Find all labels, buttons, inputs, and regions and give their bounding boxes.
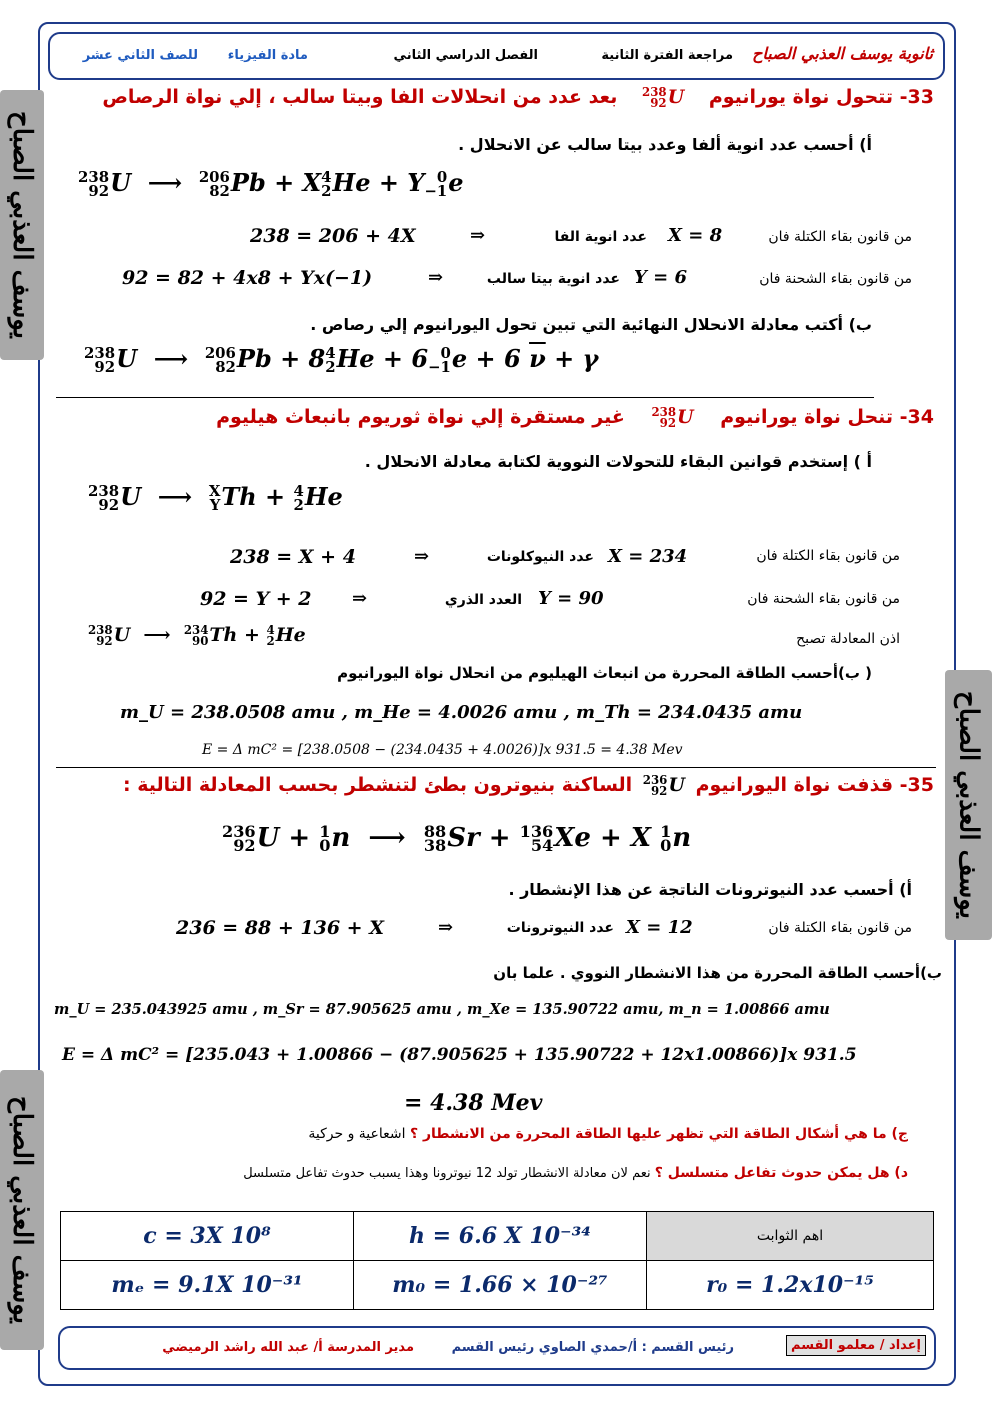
side-label-right: يوسف العذبي الصباح: [945, 670, 992, 940]
q34-implies-1: ⇒: [414, 546, 430, 567]
q35-part-b: ب)أحسب الطاقة المحررة من هذا الانشطار النووي . علما بان: [493, 964, 942, 982]
q33-law-charge: من قانون بقاء الشحنة فان: [759, 271, 912, 287]
constants-title: اهم الثوابت: [647, 1212, 934, 1261]
school-name: ثانوية يوسف العذبي الصباح: [752, 44, 933, 63]
q34-implies-2: ⇒: [352, 588, 368, 609]
semester: الفصل الدراسي الثاني: [393, 48, 538, 63]
q33-number: 33-: [899, 86, 934, 108]
q33-charge-eq: 92 = 82 + 4x8 + Yx(−1): [122, 267, 373, 289]
q34-charge-label: العدد الذري: [444, 592, 522, 608]
q35-masses: m_U = 235.043925 amu , m_Sr = 87.905625 amu , m_Xe = 135.90722 amu, m_n = 1.00866 amu: [54, 1001, 830, 1018]
q35-mass-label: عدد النيوترونات: [506, 920, 614, 936]
q33-part-b: ب) أكتب معادلة الانحلال النهائية التي تبين تحول اليورانيوم إلي رصاص .: [310, 315, 872, 334]
q34-number: 34-: [899, 406, 934, 428]
q35-title-a: قذفت نواة اليورانيوم: [695, 774, 894, 796]
q34-masses: m_U = 238.0508 amu , m_He = 4.0026 amu , m_Th = 234.0435 amu: [120, 702, 803, 723]
q34-law-mass: من قانون بقاء الكتلة فان: [756, 548, 900, 564]
q33-final-equation: 238 92 U ⟶ 206 82 Pb + 8 4 2 He + 6 0 −1 e + 6 $\overline{\nu} + \gamma$: [84, 344, 599, 376]
q34-mass-label: عدد النيوكلونات: [486, 549, 594, 565]
q34-so-equation: اذن المعادلة تصبح: [796, 631, 900, 647]
constants-row-1: [61, 1212, 934, 1261]
q35-part-c-answer: اشعاعية و حركية: [308, 1126, 406, 1142]
q35-part-c: [308, 1126, 908, 1142]
q33-title-b: بعد عدد من انحلالات الفا وبيتا سالب ، إلي نواة الرصاص: [102, 86, 618, 108]
divider-1: [56, 397, 874, 398]
divider-2: [56, 767, 936, 768]
footer-prepared: إعداد / معلمو القسم: [786, 1335, 926, 1356]
q34-part-a: أ ) إستخدم قوانين البقاء للتحولات النووية لكتابة معادلة الانحلال .: [364, 452, 872, 471]
const-r0: r₀ = 1.2x10⁻¹⁵: [647, 1261, 934, 1310]
q35-implies: ⇒: [438, 917, 454, 938]
review-title: مراجعة الفترة الثانية: [601, 48, 733, 63]
q35-mass-result: X = 12: [626, 917, 693, 938]
grade: للصف الثاني عشر: [82, 48, 198, 63]
q33-mass-result: X = 8: [668, 225, 723, 246]
q35-part-d-answer: نعم لان معادلة الانشطار تولد 12 نيوترونا وهذا يسبب حدوث تفاعل متسلسل: [243, 1166, 651, 1181]
q33-mass-label: عدد انوية الفا: [554, 229, 647, 245]
q33-title: [102, 86, 934, 109]
q35-title: [123, 774, 934, 797]
q34-charge-eq: 92 = Y + 2: [200, 588, 312, 610]
q35-energy: E = Δ mC² = [235.043 + 1.00866 − (87.905625 + 135.90722 + 12x1.00866)]x 931.5: [62, 1045, 857, 1065]
q33-title-a: تتحول نواة يورانيوم: [708, 86, 894, 108]
constants-row-2: [61, 1261, 934, 1310]
q33-implies-1: ⇒: [470, 225, 486, 246]
q34-charge-result: Y = 90: [538, 588, 604, 609]
q35-law-mass: من قانون بقاء الكتلة فان: [768, 920, 912, 936]
const-h: h = 6.6 X 10⁻³⁴: [354, 1212, 647, 1261]
q35-fission-equation: 236 92 U + 1 0 n ⟶ 88 38 Sr + 136 54 Xe + X 1 0 n: [222, 821, 692, 855]
page-header: [48, 32, 945, 80]
const-me: mₑ = 9.1X 10⁻³¹: [61, 1261, 354, 1310]
q34-mass-result: X = 234: [608, 546, 688, 567]
q34-energy: E = Δ mC² = [238.0508 − (234.0435 + 4.0026)]x 931.5 = 4.38 Mev: [202, 742, 683, 758]
q34-part-b: ( ب)أحسب الطاقة المحررة من انبعاث الهيليوم من انحلال نواة اليورانيوم: [337, 664, 872, 682]
q35-title-b: الساكنة بنيوترون بطئ لتنشطر بحسب المعادلة التالية :: [123, 774, 633, 796]
q33-implies-2: ⇒: [428, 267, 444, 288]
q34-uranium-symbol: 238 92 U: [651, 405, 694, 430]
q33-uranium-symbol: 238 92 U: [642, 85, 685, 110]
q34-law-charge: من قانون بقاء الشحنة فان: [747, 591, 900, 607]
q35-energy-result: = 4.38 Mev: [404, 1090, 543, 1116]
q33-charge-result: Y = 6: [634, 267, 687, 288]
q33-part-a: أ) أحسب عدد انوية ألفا وعدد بيتا سالب عن الانحلال .: [458, 135, 872, 154]
const-m0: m₀ = 1.66 × 10⁻²⁷: [354, 1261, 647, 1310]
q33-law-mass: من قانون بقاء الكتلة فان: [768, 229, 912, 245]
q35-uranium-symbol: 236 92 U: [642, 773, 685, 798]
q34-mass-eq: 238 = X + 4: [230, 546, 356, 568]
footer-principal: مدير المدرسة أ/ عبد الله راشد الرميضي: [162, 1340, 414, 1355]
q34-title-a: تنحل نواة يورانيوم: [720, 406, 894, 428]
footer-head: رئيس القسم : أ/حمدي الصاوي رئيس القسم: [451, 1340, 734, 1355]
q33-decay-equation: 238 92 U ⟶ 206 82 Pb + X 4 2 He + Y 0 −1 e: [78, 168, 464, 200]
q34-title: [216, 406, 934, 429]
q34-decay-equation: 238 92 U ⟶ X Y Th + 4 2 He: [88, 482, 343, 514]
q35-part-d: [243, 1165, 908, 1181]
page-footer: [58, 1326, 936, 1370]
subject: مادة الفيزياء: [227, 48, 308, 63]
q33-charge-label: عدد انوية بيتا سالب: [486, 271, 620, 287]
q35-number: 35-: [899, 774, 934, 796]
q33-mass-eq: 238 = 206 + 4X: [250, 225, 416, 247]
constants-table: [60, 1211, 934, 1310]
const-c: c = 3X 10⁸: [61, 1212, 354, 1261]
q35-part-a: أ) أحسب عدد النيوترونات الناتجة عن هذا الإنشطار .: [508, 880, 912, 899]
side-label-top: يوسف العذبي الصباح: [0, 90, 44, 360]
q34-title-b: غير مستقرة إلي نواة ثوريوم بانبعاث هيليوم: [216, 406, 625, 428]
q35-mass-eq: 236 = 88 + 136 + X: [176, 917, 384, 939]
q34-final-equation: 238 92 U ⟶ 234 90 Th + 4 2 He: [88, 623, 306, 648]
q35-part-d-question: د) هل يمكن حدوث تفاعل متسلسل ؟: [654, 1165, 908, 1181]
side-label-bottom: يوسف العذبي الصباح: [0, 1070, 44, 1350]
q35-part-c-question: ج) ما هي أشكال الطاقة التي تظهر عليها الطاقة المحررة من الانشطار ؟: [409, 1126, 908, 1142]
